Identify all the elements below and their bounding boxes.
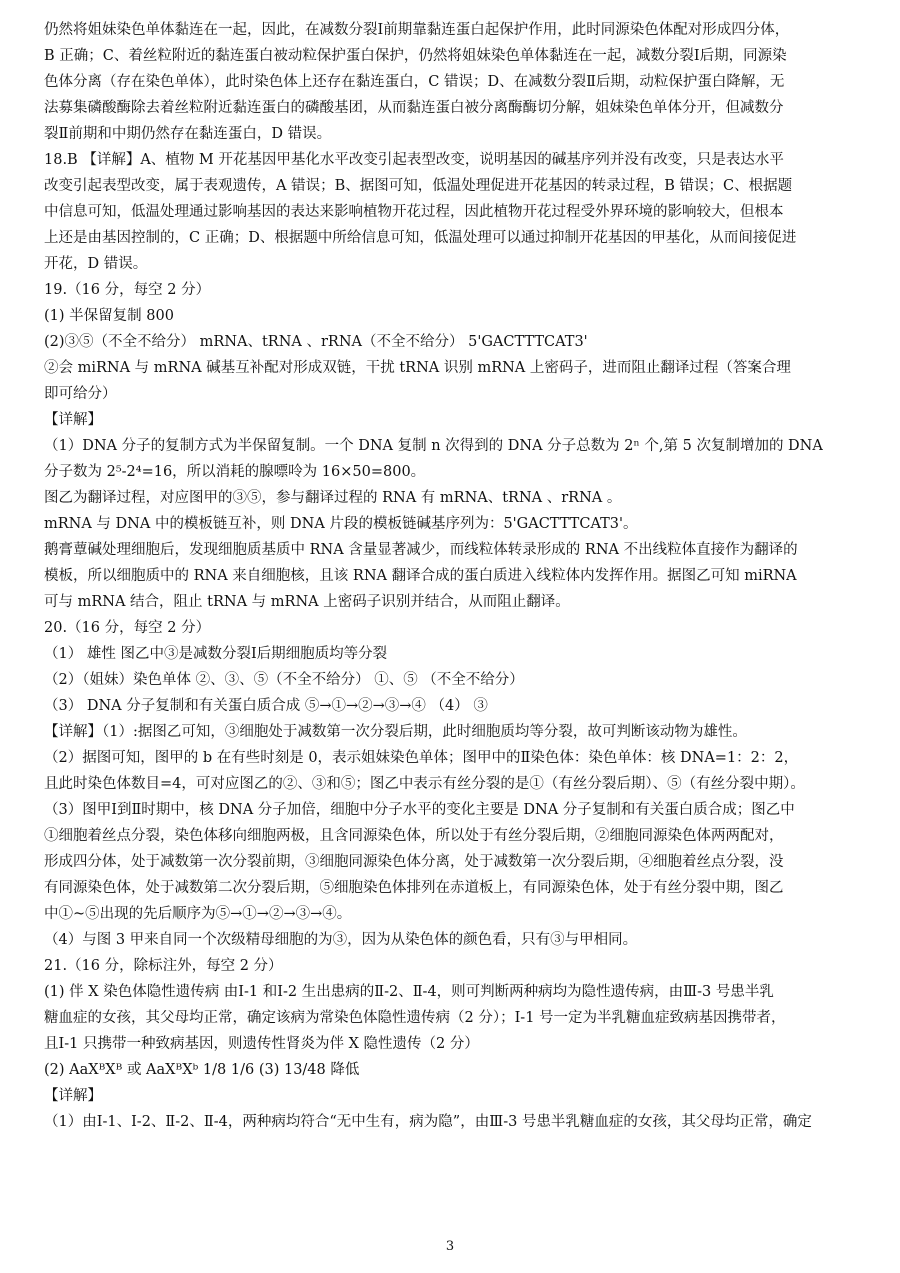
text-line: 【详解】（1）:据图乙可知，③细胞处于减数第一次分裂后期，此时细胞质均等分裂，故可判断该动物为雄性。 [44, 724, 747, 740]
text-line: (2) AaXᴮXᴮ 或 AaXᴮXᵇ 1/8 1/6 (3) 13/48 降低 [44, 1062, 360, 1078]
text-line: mRNA 与 DNA 中的模板链互补，则 DNA 片段的模板链碱基序列为：5'GACTTTCAT3'。 [44, 516, 638, 532]
text-line: 图乙为翻译过程，对应图甲的③⑤，参与翻译过程的 RNA 有 mRNA、tRNA 、rRNA 。 [44, 490, 622, 506]
text-line: 且Ⅰ-1 只携带一种致病基因，则遗传性肾炎为伴 X 隐性遗传（2 分） [44, 1036, 479, 1052]
text-line: 中信息可知，低温处理通过影响基因的表达来影响植物开花过程，因此植物开花过程受外界环境的影响较大，但根本 [44, 204, 784, 220]
text-line: 仍然将姐妹染色单体黏连在一起，因此，在减数分裂Ⅰ前期靠黏连蛋白起保护作用，此时同源染色体配对形成四分体， [44, 22, 790, 38]
text-line: 分子数为 2⁵-2⁴=16，所以消耗的腺嘌呤为 16×50=800。 [44, 464, 426, 480]
answer-line: （1） 雄性 图乙中③是减数分裂Ⅰ后期细胞质均等分裂 [44, 646, 388, 662]
text-line: 中①~⑤出现的先后顺序为⑤→①→②→③→④。 [44, 906, 352, 922]
text-line: （2）据图可知，图甲的 b 在有些时刻是 0，表示姐妹染色单体；图甲中的Ⅱ染色体：染色单体：核 DNA=1：2：2， [44, 750, 799, 766]
answer-line: （2）（姐妹）染色单体 ②、③、⑤（不全不给分） ①、⑤ （不全不给分） [44, 672, 524, 688]
answer-line: （3） DNA 分子复制和有关蛋白质合成 ⑤→①→②→③→④ （4） ③ [44, 698, 488, 714]
text-line: 模板，所以细胞质中的 RNA 来自细胞核，且该 RNA 翻译合成的蛋白质进入线粒体内发挥作用。据图乙可知 miRNA [44, 568, 797, 584]
answer-line: (2)③⑤（不全不给分） mRNA、tRNA 、rRNA（不全不给分） 5'GACTTTCAT3' [44, 334, 588, 350]
section-heading: (1) 伴 X 染色体隐性遗传病 由Ⅰ-1 和Ⅰ-2 生出患病的Ⅱ-2、Ⅱ-4，则可判断两种病均为隐性遗传病，由Ⅲ-3 号患半乳 [44, 984, 774, 1000]
text-line: 色体分离（存在染色单体），此时染色体上还存在黏连蛋白，C 错误；D、在减数分裂Ⅱ后期，动粒保护蛋白降解，无 [44, 74, 785, 90]
text-line: 可与 mRNA 结合，阻止 tRNA 与 mRNA 上密码子识别并结合，从而阻止翻译。 [44, 594, 570, 610]
text-line: 形成四分体，处于减数第一次分裂前期，③细胞同源染色体分离，处于减数第一次分裂后期，④细胞着丝点分裂，没 [44, 854, 784, 870]
text-line: ①细胞着丝点分裂，染色体移向细胞两极，且含同源染色体，所以处于有丝分裂后期，②细胞同源染色体两两配对， [44, 828, 784, 844]
text-line: 且此时染色体数目=4，可对应图乙的②、③和⑤；图乙中表示有丝分裂的是①（有丝分裂后期）、⑤（有丝分裂中期）。 [44, 776, 805, 792]
text-line: 法募集磷酸酶除去着丝粒附近黏连蛋白的磷酸基团，从而黏连蛋白被分离酶酶切分解，姐妹染色单体分开，但减数分 [44, 100, 784, 116]
text-line: （3）图甲Ⅰ到Ⅱ时期中，核 DNA 分子加倍，细胞中分子水平的变化主要是 DNA 分子复制和有关蛋白质合成；图乙中 [44, 802, 795, 818]
detail-heading: 【详解】 [44, 412, 102, 428]
text-line: （1）DNA 分子的复制方式为半保留复制。一个 DNA 复制 n 次得到的 DNA 分子总数为 2ⁿ 个,第 5 次复制增加的 DNA [44, 438, 823, 454]
answer-line: 【详解】 [44, 1088, 102, 1104]
section-heading: 19.（16 分，每空 2 分） [44, 282, 211, 298]
text-line: 开花，D 错误。 [44, 256, 148, 272]
text-line: 21.（16 分，除标注外，每空 2 分） [44, 958, 283, 974]
text-line: 上还是由基因控制的，C 正确；D、根据题中所给信息可知，低温处理可以通过抑制开花基因的甲基化，从而间接促进 [44, 230, 797, 246]
section-heading: 20.（16 分，每空 2 分） [44, 620, 211, 636]
text-line: 即可给分） [44, 386, 117, 402]
text-line: （4）与图 3 甲来自同一个次级精母细胞的为③，因为从染色体的颜色看，只有③与甲相同。 [44, 932, 638, 948]
text-line: 改变引起表型改变，属于表观遗传，A 错误；B、据图可知，低温处理促进开花基因的转录过程，B 错误；C、根据题 [44, 178, 793, 194]
text-line: 18.B 【详解】A、植物 M 开花基因甲基化水平改变引起表型改变，说明基因的碱基序列并没有改变，只是表达水平 [44, 152, 784, 168]
answer-line: (1) 半保留复制 800 [44, 308, 174, 324]
answer-line: 糖血症的女孩，其父母均正常，确定该病为常染色体隐性遗传病（2 分）；Ⅰ-1 号一定为半乳糖血症致病基因携带者， [44, 1010, 786, 1026]
text-line: 有同源染色体，处于减数第二次分裂后期，⑤细胞染色体排列在赤道板上，有同源染色体，处于有丝分裂中期，图乙 [44, 880, 784, 896]
page-number: 3 [445, 1239, 455, 1254]
text-line: 鹅膏蕈碱处理细胞后，发现细胞质基质中 RNA 含量显著减少，而线粒体转录形成的 RNA 不出线粒体直接作为翻译的 [44, 542, 798, 558]
detail-heading: （1）由Ⅰ-1、Ⅰ-2、Ⅱ-2、Ⅱ-4，两种病均符合“无中生有，病为隐”，由Ⅲ-3 号患半乳糖血症的女孩，其父母均正常，确定 [44, 1114, 812, 1130]
text-line [44, 1138, 862, 1160]
text-line: B 正确；C、着丝粒附近的黏连蛋白被动粒保护蛋白保护，仍然将姐妹染色单体黏连在一起，减数分裂Ⅰ后期，同源染 [44, 48, 787, 64]
text-line: 裂Ⅱ前期和中期仍然存在黏连蛋白，D 错误。 [44, 126, 332, 142]
answer-line: ②会 miRNA 与 mRNA 碱基互补配对形成双链，干扰 tRNA 识别 mRNA 上密码子，进而阻止翻译过程（答案合理 [44, 360, 791, 376]
